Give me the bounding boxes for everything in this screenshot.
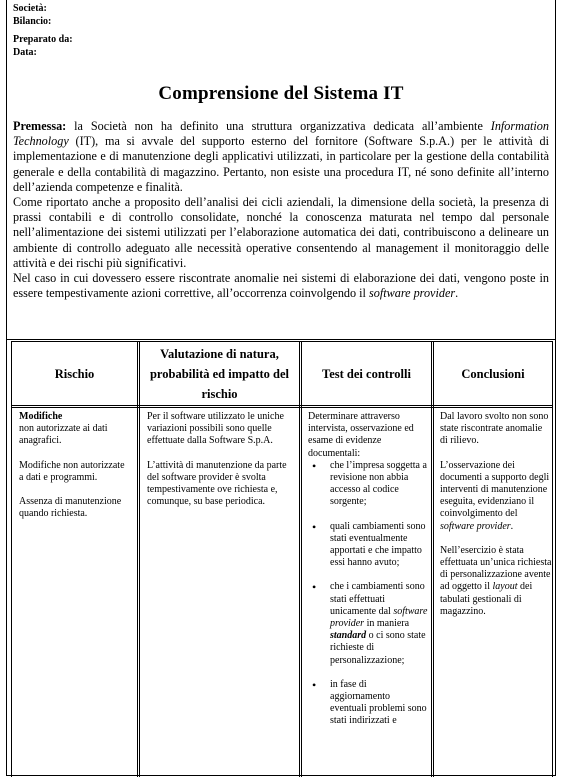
intro-p1-b: (IT), ma si avvale del supporto esterno del fornitore (Software S.p.A.) per le attività di implementazione e di manutenzione degli applicativi utilizzati, in particolare per la gestione della contabilità generale e della contabilità di magazzino. Pertanto, non esiste una procedura IT, né sono definite all’interno dell’azienda competenze e finalità. [13,134,549,194]
header-societa: Società: [13,3,47,14]
test-item-4: • in fase di aggiornamento eventuali problemi sono stati indirizzati e [308,679,428,728]
test-item-3-a: che i cambiamenti sono stati effettuati unicamente dal [330,581,425,617]
intro-p1-a: la Società non ha definito una struttura organizzativa dedicata all’ambiente [66,119,491,133]
valutazione-1: Per il software utilizzato le uniche variazioni possibili sono quelle effettuate dalla Software S.p.A. [147,411,284,447]
intro-text [13,119,549,301]
header-data: Data: [13,46,37,58]
conclusione-2-a: L’osservazione dei documenti a supporto degli interventi di manutenzione eseguita, evidenziano il coinvolgimento del [440,459,550,520]
header-conclusioni: Conclusioni [461,366,525,381]
cell-valutazione [147,411,292,508]
page-title: Comprensione del Sistema IT [158,83,404,104]
header-rischio: Rischio [54,366,95,381]
test-item-3-bold-italic: standard [330,630,367,642]
cell-conclusioni [440,411,552,618]
rischio-3: Assenza di manutenzione quando richiesta. [19,496,122,520]
intro-p3-b: . [455,286,459,301]
test-item-2: • quali cambiamenti sono stati eventualmente apportati e che impatto essi hanno avuto; [308,521,428,570]
test-item-1: • che l’impresa soggetta a revisione non abbia accesso al codice sorgente; [308,460,428,509]
intro-paragraph-1 [13,119,549,195]
test-item-3-c: o ci sono state richieste di personalizzazione; [330,630,426,666]
premessa-label: Premessa: [13,119,67,133]
conclusione-3-italic: layout [492,581,518,593]
cell-rischio [19,411,129,520]
conclusione-3 [440,545,552,618]
intro-p3-italic: software provider [369,286,456,301]
header-preparato: Preparato da: [13,34,73,45]
header-bilancio: Bilancio: [13,15,52,27]
header-fields [13,3,73,59]
intro-p3-a: Nel caso in cui dovessero essere riscontrate anomalie nei sistemi di elaborazione dei dati, vengono poste in essere tempestivamente azioni correttive, all’occorrenza coinvolgendo il [13,271,549,301]
rischio-1 [19,411,129,448]
conclusione-2 [440,460,552,533]
rischio-1-text: non autorizzate ai dati anagrafici. [19,423,108,447]
risk-table [7,339,555,777]
rischio-1-title: Modifiche [19,411,63,422]
conclusione-2-b: . [510,520,514,532]
cell-test [308,411,428,728]
test-item-3-italic: software provider [330,605,428,630]
document-page [6,0,556,776]
header-test: Test dei controlli [322,366,411,381]
conclusione-1: Dal lavoro svolto non sono state riscontrate anomalie di rilievo. [440,411,549,447]
intro-p1-italic: Information Technology [13,119,549,149]
test-item-3 [308,581,428,666]
test-intro: Determinare attraverso intervista, osservazione ed esame di evidenze documentali: [308,411,414,459]
conclusione-3-b: dei tabulati gestionali di magazzino. [440,581,533,617]
header-valutazione: Valutazione di natura, probabilità ed impatto del rischio [149,346,290,401]
rischio-2: Modifiche non autorizzate a dati e programmi. [19,459,125,483]
conclusione-3-a: Nell’esercizio è stata effettuata un’unica richiesta di personalizzazione avente ad oggetto il [440,544,552,593]
conclusione-2-italic: software provider [440,520,511,532]
intro-paragraph-2: Come riportato anche a proposito dell’analisi dei cicli aziendali, la dimensione della società, la presenza di prassi contabili e di controllo consolidate, nonché la conoscenza maturata nel tempo dal personale nell’alimentazione dei sistemi utilizzati per l’elaborazione automatica dei dati, contribuiscono a delineare un ambiente di controllo adeguato alle necessità operative consentendo al management il monitoraggio delle attività e dei rischi più significativi. [13,195,549,270]
valutazione-2: L’attività di manutenzione da parte del software provider è svolta tempestivamente ove richiesta e, comunque, su base periodica. [147,459,287,508]
test-item-3-b: in maniera [364,618,410,630]
intro-paragraph-3 [13,271,549,301]
test-list [308,460,428,728]
